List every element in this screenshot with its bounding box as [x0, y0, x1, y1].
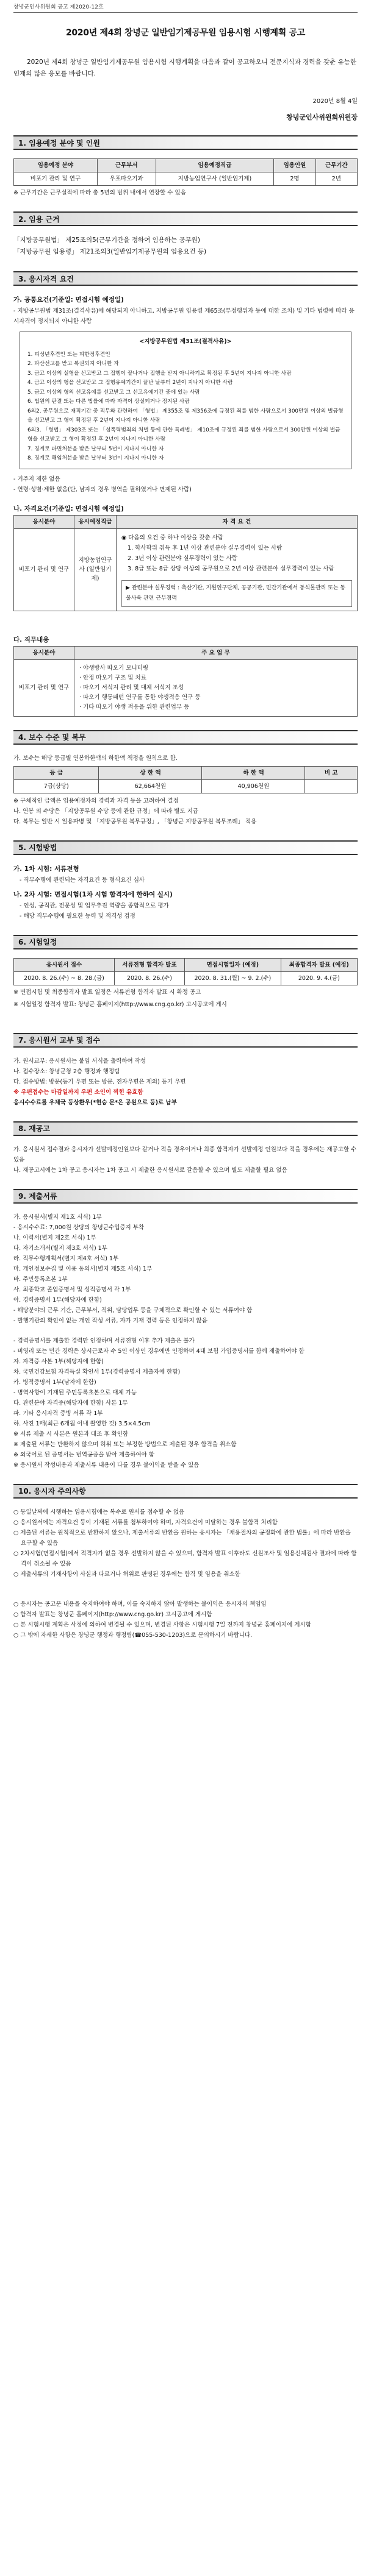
list-item: - 병역사항이 기재된 주민등록초본으로 대체 가능 [13, 1389, 137, 1396]
list-item: - 비영리 또는 민간 경력은 상시근로자 수 5인 이상인 경우에만 인정하며 4대 보험 가입증명서를 함께 제출하여야 함 [13, 1347, 304, 1355]
application-line: 나. 접수장소: 창녕군청 2층 행정과 행정팀 [13, 1068, 120, 1075]
list-item: 파. 기타 응시자격 증빙 서류 각 1부 [13, 1410, 103, 1417]
section-5-heading: 5. 시험방법 [13, 840, 358, 855]
list-item: · 따오기 행동패턴 연구를 통한 야생적응 연구 등 [79, 694, 201, 701]
qualification-table [13, 515, 358, 611]
table-cell: 62,664천원 [99, 779, 202, 793]
common-req-text: - 지방공무원법 제31조(결격사유)에 해당되지 아니하고, 지방공무원 임용령 제65조(부정행위자 등에 대한 조치) 및 기타 법령에 따라 응시자격이 정지되지 아니한 사람 [13, 308, 355, 325]
list-item: 하. 사진 1매(최근 6개월 이내 촬영한 것) 3.5×4.5cm [13, 1420, 151, 1427]
pay-table [13, 766, 358, 793]
list-item: 2. 3년 이상 관련분야 실무경력이 있는 사람 [128, 555, 238, 562]
list-item: ○ 응시자는 공고문 내용을 숙지하여야 하며, 이를 숙지하지 않아 발생하는 불이익은 응시자의 책임임 [13, 1600, 267, 1608]
table-cell: 2020. 8. 31.(월) ~ 9. 2.(수) [184, 971, 281, 985]
list-item: 6. 법원의 판결 또는 다른 법률에 따라 자격이 상실되거나 정지된 사람 [27, 399, 190, 405]
list-item: 아. 경력증명서 1부(해당자에 한함) [13, 1296, 102, 1304]
list-item: ○ 본 시험시행 계획은 사정에 의하여 변경될 수 있으며, 변경된 사항은 시험시행 7일 전까지 창녕군 홈페이지에 게시함 [13, 1621, 311, 1628]
list-item: · 야생방사 따오기 모니터링 [79, 664, 149, 672]
list-item: ○ 응시원서에는 자격요건 등이 기재된 서류를 첨부하여야 하며, 자격요건이 미달하는 경우 불합격 처리함 [13, 1519, 278, 1526]
legal-basis-item: 「지방공무원법」 제25조의5(근무기간을 정하여 임용하는 공무원) [13, 236, 201, 244]
list-item: · 안정 따오기 구조 및 치료 [79, 674, 146, 681]
list-item: 1. 학사학위 취득 후 1년 이상 관련분야 실무경력이 있는 사람 [128, 544, 283, 552]
section-1-heading: 1. 임용예정 분야 및 인원 [13, 135, 358, 150]
page-title: 2020년 제4회 창녕군 일반임기제공무원 임용시험 시행계획 공고 [65, 28, 306, 38]
table-header: 상 한 액 [99, 766, 202, 779]
section-4-heading: 4. 보수 수준 및 복무 [13, 730, 358, 745]
application-line: 다. 접수방법: 방문(등기 우편 또는 방문, 전자우편은 제외) 등기 우편 [13, 1078, 186, 1085]
list-item: - 발행기관의 확인이 없는 개인 작성 서류, 자가 기재 경력 등은 인정하지 않음 [13, 1317, 207, 1324]
list-item: ※ 서류 제출 시 사본은 원본과 대조 후 확인함 [13, 1430, 129, 1438]
list-item: 3. 금고 이상의 실형을 선고받고 그 집행이 끝나거나 집행을 받지 아니하기로 확정된 후 5년이 지나지 아니한 사람 [27, 370, 292, 377]
list-item: 사. 최종학교 졸업증명서 및 성적증명서 각 1부 [13, 1286, 131, 1293]
list-item: - 경력증명서를 제출한 경력만 인정하며 서류전형 이후 추가 제출은 불가 [13, 1337, 195, 1344]
list-item: 7. 징계로 파면처분을 받은 날부터 5년이 지나지 아니한 자 [27, 445, 164, 452]
list-item: ※ 응시원서 작성내용과 제출서류 내용이 다를 경우 불이익을 받을 수 있음 [13, 1461, 200, 1469]
gazette-number: 창녕군인사위원회 공고 제2020-12호 [13, 4, 104, 10]
requirements-intro: ◉ 다음의 요건 중 하나 이상을 갖춘 사람 [121, 534, 224, 541]
list-item: 나. 이력서(별지 제2호 서식) 1부 [13, 1234, 96, 1241]
section-9-heading: 9. 제출서류 [13, 1189, 358, 1204]
list-item: ○ 제출된 서류는 원칙적으로 반환하지 않으나, 제출서류의 반환을 원하는 응시자는 「채용절차의 공정화에 관한 법률」에 따라 반환을 요구할 수 있음 [13, 1529, 351, 1547]
list-item: 마. 개인정보수집 및 이용 동의서(별지 제5호 서식) 1부 [13, 1265, 153, 1272]
list-item: ○ 제출서류의 기재사항이 사실과 다르거나 허위로 판명된 경우에는 합격 및 임용을 취소함 [13, 1570, 240, 1578]
table-cell: 2020. 8. 26.(수) ~ 8. 28.(금) [14, 971, 115, 985]
common-req-extra: - 연령·성별·제한 없음(단, 남자의 경우 병역을 필하였거나 면제된 사람) [13, 486, 192, 493]
section-10-heading: 10. 응시자 주의사항 [13, 1484, 358, 1499]
list-item: ※ 외국어로 된 증명서는 번역공증을 받아 제출하여야 함 [13, 1451, 154, 1458]
related-experience-note: ▶ 관련분야 실무경력 : 축산기관, 지원연구단체, 공공기관, 민간기관에서 동식물관리 또는 동물사육 관련 근무경력 [121, 580, 352, 607]
section-6-heading: 6. 시험일정 [13, 935, 358, 949]
table-header: 응시분야 [14, 646, 74, 659]
table-cell: 2명 [274, 172, 315, 186]
application-fee-note: 응시수수료를 우체국 등상환우(*현승 문*은 공원으로 등)로 납부 [13, 1099, 177, 1106]
table-header: 근무기간 [315, 159, 357, 172]
exam-stage-2-text: - 인성, 공직관, 전문성 및 업무추진 역량을 종합적으로 평가 [20, 902, 169, 909]
table-cell [305, 779, 358, 793]
table-header: 응시원서 접수 [14, 958, 115, 971]
list-item: 타. 관련분야 자격증(해당자에 한함) 사본 1부 [13, 1399, 128, 1407]
qualification-title: 나. 자격요건(기준일: 면접시험 예정일) [13, 505, 124, 513]
disqualification-title: <지방공무원법 제31조(결격사유)> [139, 338, 232, 345]
list-item: ○ 동일날짜에 시행하는 임용시험에는 복수로 원서를 접수할 수 없음 [13, 1508, 185, 1516]
table-cell: 우포따오기과 [97, 172, 156, 186]
exam-stage-2-title: 나. 2차 시험: 면접시험(1차 시험 합격자에 한하여 실시) [13, 890, 173, 898]
list-item: - 해당분야의 근무 기간, 근무부서, 직위, 담당업무 등을 구체적으로 확인할 수 있는 서류여야 함 [13, 1307, 253, 1314]
list-item: 5. 금고 이상의 형의 선고유예를 선고받고 그 선고유예기간 중에 있는 사람 [27, 389, 200, 396]
table-cell: 비포기 관리 및 연구 [14, 659, 74, 716]
table-header: 자 격 요 건 [117, 515, 358, 528]
list-item: 2. 파산선고를 받고 복권되지 아니한 자 [27, 361, 119, 367]
cautions-list [13, 1507, 358, 1641]
pay-desc: 가. 보수는 해당 등급별 연봉하한액의 하한액 책정을 원칙으로 함. [13, 754, 178, 762]
list-item: 1. 피성년후견인 또는 피한정후견인 [27, 351, 110, 358]
readvertise-line: 나. 재공고시에는 1차 공고 응시자는 1차 공고 시 제출한 응시원서로 갈음할 수 있으며 별도 제출할 필요 없음 [13, 1166, 287, 1174]
section-7-heading: 7. 응시원서 교부 및 접수 [13, 1033, 358, 1048]
duty-title: 다. 직무내용 [13, 636, 49, 644]
list-item: 바. 주민등록초본 1부 [13, 1276, 68, 1283]
readvertise-line: 가. 응시원서 접수결과 응시자가 선발예정인원보다 같거나 적을 경우이거나 최종 합격자가 선발예정 인원보다 적을 경우에는 재공고할 수 있음 [13, 1146, 357, 1163]
table-header: 서류전형 합격자 발표 [114, 958, 184, 971]
table-header: 등 급 [14, 766, 99, 779]
list-item: · 기타 따오기 야생 적응을 위한 관련업무 등 [79, 703, 190, 711]
header-divider [13, 12, 358, 13]
table-cell: 7급(상당) [14, 779, 99, 793]
schedule-note: ※ 시험일정 합격자 발표: 창녕군 홈페이지(http://www.cng.go.kr) 고시공고에 게시 [13, 1001, 227, 1008]
table-header: 임용예정직급 [156, 159, 274, 172]
disqualification-box [20, 332, 351, 469]
list-item: ※ 제출된 서류는 반환하지 않으며 허위 또는 부정한 방법으로 제출된 경우 합격을 취소함 [13, 1441, 237, 1448]
list-item: 차. 국민건강보험 자격득실 확인서 1부(경력증명서 제출자에 한함) [13, 1368, 181, 1375]
table-header: 임용인원 [274, 159, 315, 172]
table-header: 최종합격자 발표 (예정) [281, 958, 357, 971]
table-header: 임용예정 분야 [14, 159, 98, 172]
list-item: ○ 그 밖에 자세한 사항은 창녕군 행정과 행정팀(☎055-530-1203)으로 문의하시기 바랍니다. [13, 1631, 253, 1639]
legal-basis-item: 「지방공무원 임용령」 제21조의3(일반임기제공무원의 임용요건 등) [13, 248, 207, 255]
exam-stage-1-title: 가. 1차 시험: 서류전형 [13, 865, 79, 873]
list-item: · 따오기 서식지 관리 및 대체 서식지 조성 [79, 684, 184, 691]
documents-list [13, 1212, 358, 1471]
exam-stage-2-text: - 해당 직무수행에 필요한 능력 및 적격성 검정 [20, 912, 135, 920]
list-item: 카. 병적증명서 1부(남자에 한함) [13, 1378, 96, 1386]
table-header: 주 요 업 무 [74, 646, 358, 659]
list-item: - 응시수수료: 7,000원 상당의 창녕군수입증지 부착 [13, 1224, 145, 1231]
table-header: 하 한 액 [202, 766, 305, 779]
pay-note: 나. 연봉 외 수당은 「지방공무원 수당 등에 관한 규정」에 따라 별도 지급 [13, 807, 199, 815]
duty-list [74, 659, 358, 716]
list-item: 4. 금고 이상의 형을 선고받고 그 집행유예기간이 끝난 날부터 2년이 지나지 아니한 사람 [27, 380, 233, 386]
list-item: 3. 8급 또는 8급 상당 이상의 공무원으로 2년 이상 관련분야 실무경력이 있는 사람 [128, 565, 334, 572]
application-line: 가. 원서교부: 응시원서는 붙임 서식을 출력하여 작성 [13, 1057, 146, 1065]
common-req-title: 가. 공통요건(기준일: 면접시험 예정일) [13, 296, 124, 303]
list-item: 자. 자격증 사본 1부(해당자에 한함) [13, 1358, 104, 1365]
table-header: 응시분야 [14, 515, 74, 528]
list-item: ○ 2차시험(면접시험)에서 적격자가 없을 경우 선발하지 않을 수 있으며, 합격자 발표 이후라도 신원조사 및 임용신체검사 결과에 따라 합격이 취소될 수 있음 [13, 1550, 357, 1567]
list-item: 가. 응시원서(별지 제1호 서식) 1부 [13, 1213, 102, 1221]
table-cell: 비포기 관리 및 연구 [14, 528, 74, 611]
table-cell: 2020. 8. 26.(수) [114, 971, 184, 985]
schedule-note: ※ 면접시험 및 최종합격자 발표 일정은 서류전형 합격자 발표 시 확정 공고 [13, 988, 201, 996]
table-cell: 지방농업연구사 (일반임기제) [156, 172, 274, 186]
positions-table [13, 158, 358, 186]
list-item: 6의3. 「형법」 제303조 또는 「성폭력범죄의 처벌 등에 관한 특례법」 제10조에 규정된 죄를 범한 사람으로서 300만원 이상의 벌금형을 선고받고 그 형이 확정된 후 2년이 지나지 아니한 사람 [27, 427, 340, 442]
common-req-extra: - 거주지 제한 없음 [13, 475, 60, 483]
table-cell: 지방농업연구사 (일반임기제) [74, 528, 117, 611]
list-item: 8. 징계로 해임처분을 받은 날부터 3년이 지나지 아니한 자 [27, 455, 164, 461]
announce-date: 2020년 8월 4일 [312, 98, 358, 105]
table-cell: 2년 [315, 172, 357, 186]
section-3-heading: 3. 응시자격 요건 [13, 271, 358, 286]
table-header: 응시예정직급 [74, 515, 117, 528]
duty-table [13, 646, 358, 717]
exam-stage-1-text: - 직무수행에 관련되는 자격요건 등 형식요건 심사 [20, 876, 145, 884]
list-item: 라. 직무수행계획서(별지 제4호 서식) 1부 [13, 1255, 119, 1262]
pay-note: 다. 복무는 일반 시 일용파병 및 「지방공무원 복무규정」, 「창녕군 지방공무원 복무조례」 적용 [13, 818, 257, 825]
application-warning: ※ 우편접수는 마감일까지 우편 소인이 찍힌 유효함 [13, 1088, 143, 1096]
section-8-heading: 8. 재공고 [13, 1121, 358, 1136]
table-cell: 2020. 9. 4.(금) [281, 971, 357, 985]
table-header: 비 고 [305, 766, 358, 779]
pay-note: ※ 구체적인 금액은 임용예정자의 경력과 자격 등을 고려하여 결정 [13, 797, 179, 804]
list-item: 6의2. 공무원으로 재직기간 중 직무와 관련하여 「형법」 제355조 및 제356조에 규정된 죄를 범한 사람으로서 300만원 이상의 벌금형을 선고받고 그 형이 확정된 후 2년이 지나지 아니한 사람 [27, 408, 344, 424]
schedule-table [13, 958, 358, 985]
section-2-heading: 2. 임용 근거 [13, 211, 358, 226]
list-item: ○ 합격자 발표는 창녕군 홈페이지(http://www.cng.go.kr) 고시공고에 게시함 [13, 1611, 212, 1618]
list-item: 다. 자기소개서(별지 제3호 서식) 1부 [13, 1244, 107, 1252]
table-header: 근무부서 [97, 159, 156, 172]
qualification-requirements [117, 528, 358, 611]
table-cell: 40,906천원 [202, 779, 305, 793]
intro-text: 2020년 제4회 창녕군 일반임기제공무원 임용시험 시행계획을 다음과 같이 공고하오니 전문지식과 경력을 갖춘 유능한 인재의 많은 응모를 바랍니다. [13, 59, 357, 77]
section-1-note: ※ 근무기간은 근무실적에 따라 총 5년의 범위 내에서 연장할 수 있음 [13, 190, 186, 196]
table-cell: 비포기 관리 및 연구 [14, 172, 98, 186]
announce-org: 창녕군인사위원회위원장 [286, 113, 358, 121]
table-header: 면접시험일자 (예정) [184, 958, 281, 971]
